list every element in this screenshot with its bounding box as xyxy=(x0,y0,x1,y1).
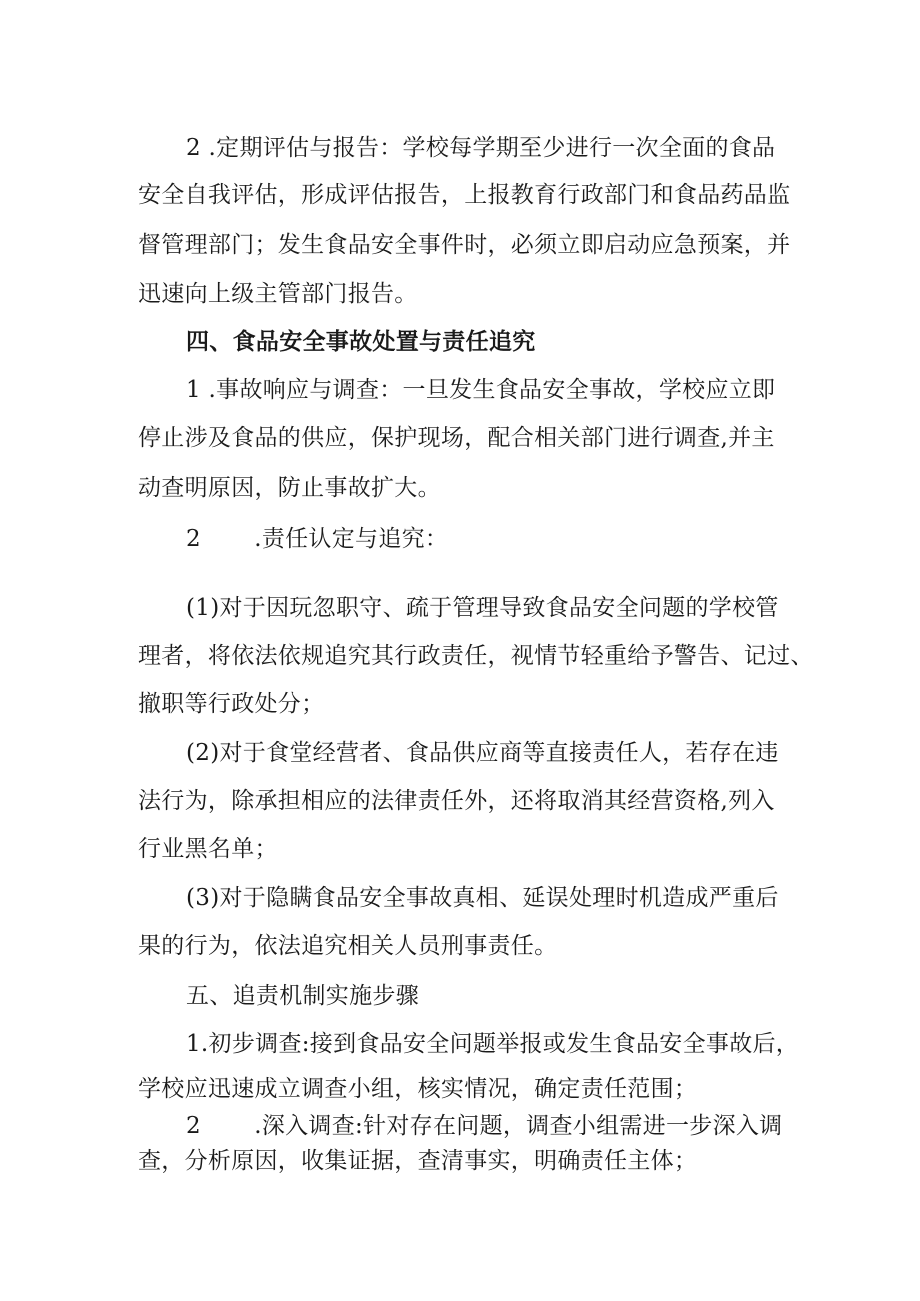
paragraph-line: 安全自我评估，形成评估报告，上报教育行政部门和食品药品监 xyxy=(138,182,791,208)
paragraph-line: 动查明原因，防止事故扩大。 xyxy=(138,475,441,501)
paragraph-line: (3)对于隐瞒食品安全事故真相、延误处理时机造成严重后 xyxy=(186,885,779,911)
paragraph-line: 理者，将依法依规追究其行政责任，视情节轻重给予警告、记过、 xyxy=(138,643,814,669)
paragraph-line: 学校应迅速成立调查小组，核实情况，确定责任范围； xyxy=(138,1076,698,1102)
paragraph-line: 督管理部门；发生食品安全事件时，必须立即启动应急预案，并 xyxy=(138,232,791,258)
section-heading: 五、追责机制实施步骤 xyxy=(186,983,419,1009)
section-heading: 四、食品安全事故处置与责任追究 xyxy=(186,328,536,355)
paragraph-line: 2 .责任认定与追究： xyxy=(186,526,449,552)
paragraph-line: (1)对于因玩忽职守、疏于管理导致食品安全问题的学校管 xyxy=(186,595,779,621)
paragraph-line: 2 .深入调查:针对存在问题，调查小组需进一步深入调 xyxy=(186,1113,783,1139)
paragraph-line: 1 .事故响应与调查：一旦发生食品安全事故，学校应立即 xyxy=(186,377,776,403)
paragraph-line: 迅速向上级主管部门报告。 xyxy=(138,281,418,307)
paragraph-line: 行业黑名单； xyxy=(138,836,278,862)
paragraph-line: 果的行为，依法追究相关人员刑事责任。 xyxy=(138,933,558,959)
paragraph-line: 法行为，除承担相应的法律责任外，还将取消其经营资格,列入 xyxy=(138,788,775,814)
paragraph-line: 1.初步调查:接到食品安全问题举报或发生食品安全事故后， xyxy=(186,1031,800,1057)
paragraph-line: (2)对于食堂经营者、食品供应商等直接责任人，若存在违 xyxy=(186,740,779,766)
paragraph-line: 2 .定期评估与报告：学校每学期至少进行一次全面的食品 xyxy=(186,135,776,161)
paragraph-line: 撤职等行政处分； xyxy=(138,691,325,717)
paragraph-line: 停止涉及食品的供应，保护现场，配合相关部门进行调查,并主 xyxy=(138,425,775,451)
paragraph-line: 查，分析原因，收集证据，查清事实，明确责任主体； xyxy=(138,1148,698,1174)
